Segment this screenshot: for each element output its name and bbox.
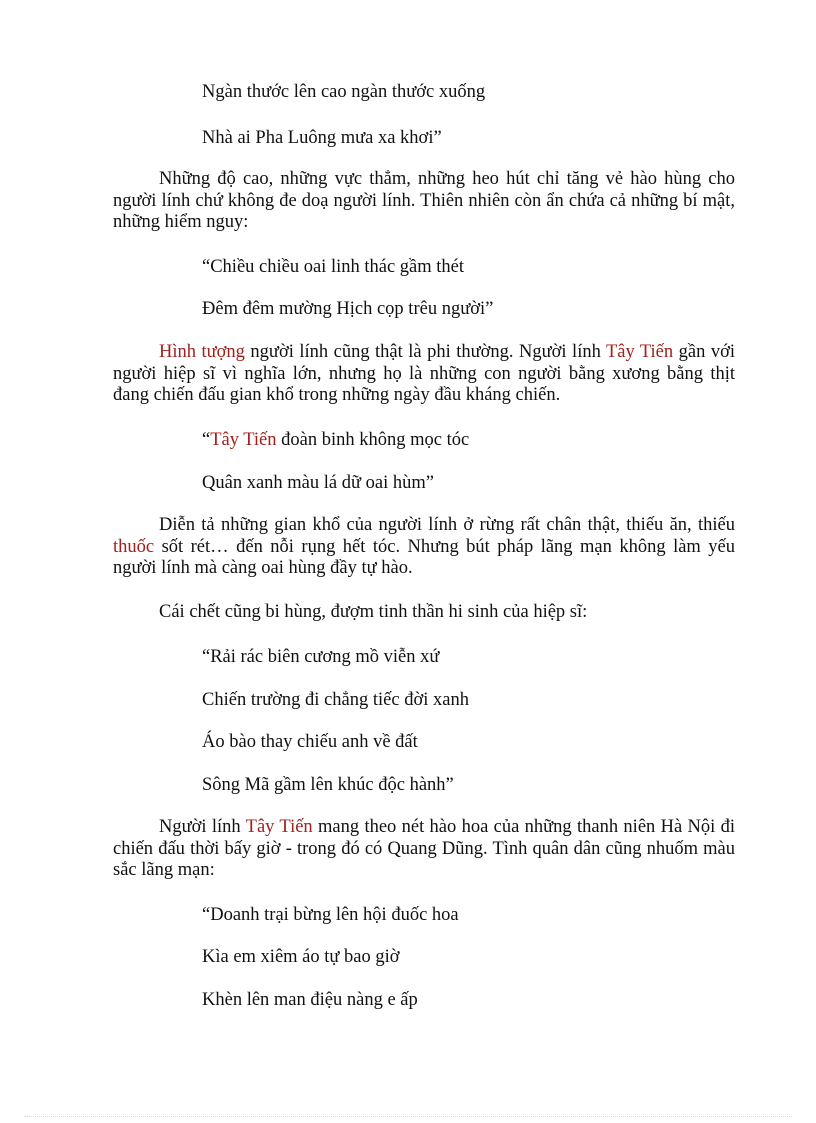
paragraph — [113, 602, 735, 624]
paragraph — [113, 342, 735, 407]
poem-line: “Rải rác biên cương mồ viễn xứ — [202, 647, 440, 667]
text-span: gần với người hiệp sĩ vì nghĩa lớn, nhưng họ là những con người bằng xương bằng thịt đang chiến đấu gian khổ trong những ngày đầu kháng chiến. — [113, 342, 735, 405]
paragraph-text: Cái chết cũng bi hùng, đượm tinh thần hi sinh của hiệp sĩ: — [159, 602, 588, 622]
poem-line: Nhà ai Pha Luông mưa xa khơi” — [202, 128, 442, 148]
poem-line: Kìa em xiêm áo tự bao giờ — [202, 947, 400, 967]
poem-line: “Chiều chiều oai linh thác gầm thét — [202, 257, 464, 277]
text-span: Người lính — [159, 817, 246, 837]
paragraph — [113, 817, 735, 882]
paragraph-text: Những độ cao, những vực thẳm, những heo hút chỉ tăng vẻ hào hùng cho người lính chứ không đe doạ người lính. Thiên nhiên còn ẩn chứa cả những bí mật, những hiểm nguy: — [113, 169, 735, 232]
poem-line: Khèn lên man điệu nàng e ấp — [202, 990, 418, 1010]
poem-line — [202, 429, 469, 451]
poem-line: Áo bào thay chiếu anh về đất — [202, 732, 418, 752]
paragraph — [113, 169, 735, 234]
highlight-link[interactable]: Hình tượng — [159, 342, 245, 362]
paragraph-text — [113, 515, 735, 580]
text-span: đoàn binh không mọc tóc — [276, 430, 470, 450]
highlight-link[interactable]: Tây Tiến — [210, 430, 277, 450]
paragraph — [113, 515, 735, 580]
poem-line: Đêm đêm mường Hịch cọp trêu người” — [202, 299, 494, 319]
highlight-link[interactable]: thuốc — [113, 536, 155, 557]
poem-line: Ngàn thước lên cao ngàn thước xuống — [202, 82, 486, 102]
poem-line: Chiến trường đi chẳng tiếc đời xanh — [202, 690, 469, 710]
paragraph-text — [113, 817, 735, 882]
paragraph-text — [113, 342, 735, 407]
highlight-link[interactable]: Tây Tiến — [605, 342, 674, 362]
text-span: mang theo nét hào hoa của những thanh niên Hà Nội đi chiến đấu thời bấy giờ - trong đó có Quang Dũng. Tình quân dân cũng nhuốm màu sắc lãng mạn: — [113, 817, 735, 880]
text-span: “ — [202, 430, 211, 450]
text-span: sốt rét… đến nỗi rụng hết tóc. Nhưng bút pháp lãng mạn không làm yếu người lính mà càng oai hùng đầy tự hào. — [113, 536, 735, 578]
highlight-link[interactable]: Tây Tiến — [245, 817, 313, 837]
text-span: người lính cũng thật là phi thường. Người lính — [244, 342, 606, 362]
poem-line: Sông Mã gầm lên khúc độc hành” — [202, 775, 454, 795]
footer-divider — [24, 1116, 792, 1117]
text-span: Diễn tả những gian khổ của người lính ở rừng rất chân thật, thiếu ăn, thiếu — [159, 515, 735, 535]
poem-line: Quân xanh màu lá dữ oai hùm” — [202, 473, 434, 493]
poem-line: “Doanh trại bừng lên hội đuốc hoa — [202, 905, 459, 925]
